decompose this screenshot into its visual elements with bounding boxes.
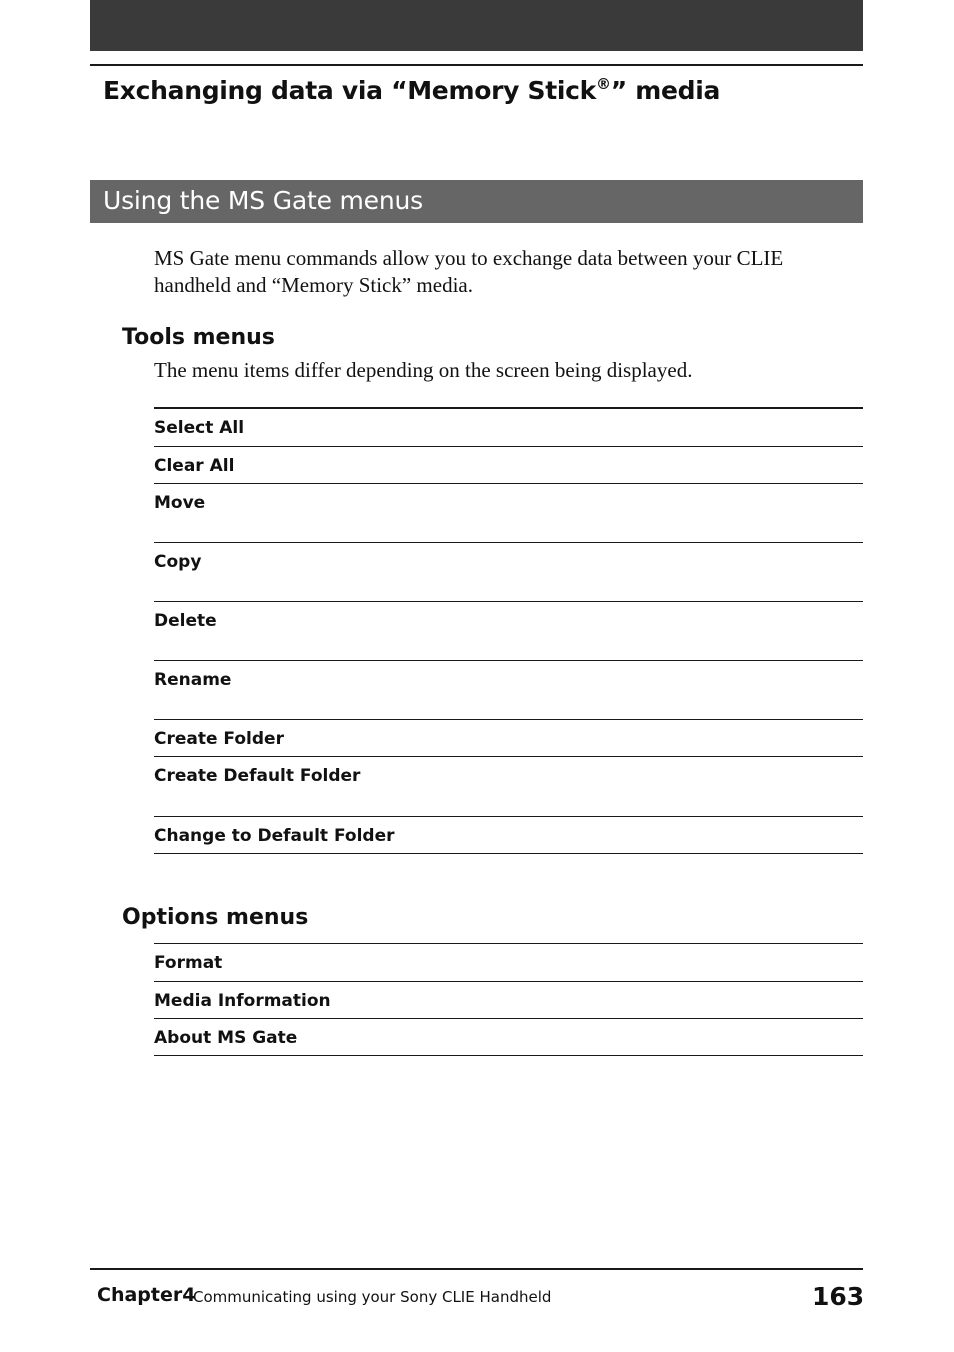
chapter-heading: Exchanging data via “Memory Stick®” media — [103, 75, 721, 105]
menu-row-delete — [154, 602, 863, 661]
header-rule — [90, 64, 863, 66]
menu-row-create-folder — [154, 720, 863, 757]
menu-row-clear-all — [154, 447, 863, 484]
intro-paragraph: MS Gate menu commands allow you to exchange data between your CLIE handheld and “Memory Stick” media. — [154, 246, 784, 297]
menu-item-label: About MS Gate — [154, 1028, 298, 1048]
menu-item-label: Create Folder — [154, 729, 284, 749]
section-title: Using the MS Gate menus — [103, 186, 423, 215]
tools-menus-heading: Tools menus — [122, 325, 275, 350]
footer-description: Communicating using your Sony CLIE Handheld — [193, 1288, 552, 1306]
menu-row-format — [154, 944, 863, 982]
menu-row-select-all — [154, 409, 863, 447]
footer-rule — [90, 1268, 863, 1270]
section-band — [90, 180, 863, 223]
menu-row-rename — [154, 661, 863, 720]
menu-item-label: Select All — [154, 418, 245, 438]
menu-item-label: Rename — [154, 670, 232, 690]
options-menu-table — [154, 943, 863, 1056]
menu-row-create-default-folder — [154, 757, 863, 817]
header-bar — [90, 0, 863, 51]
menu-item-label: Delete — [154, 611, 217, 631]
options-menus-heading: Options menus — [122, 905, 309, 930]
tools-menus-note: The menu items differ depending on the screen being displayed. — [154, 358, 693, 382]
menu-row-about-ms-gate — [154, 1019, 863, 1056]
menu-item-label: Format — [154, 953, 223, 973]
menu-item-label: Copy — [154, 552, 202, 572]
menu-item-label: Media Information — [154, 991, 331, 1011]
footer-chapter: Chapter4 — [97, 1284, 196, 1306]
menu-item-label: Move — [154, 493, 206, 513]
menu-row-move — [154, 484, 863, 543]
menu-row-media-information — [154, 982, 863, 1019]
menu-item-label: Create Default Folder — [154, 766, 361, 786]
page-number: 163 — [812, 1282, 865, 1311]
registered-mark: ® — [595, 75, 611, 93]
tools-menu-table — [154, 407, 863, 854]
menu-item-label: Change to Default Folder — [154, 826, 395, 846]
menu-row-copy — [154, 543, 863, 602]
menu-row-change-to-default-folder — [154, 817, 863, 854]
menu-item-label: Clear All — [154, 456, 235, 476]
